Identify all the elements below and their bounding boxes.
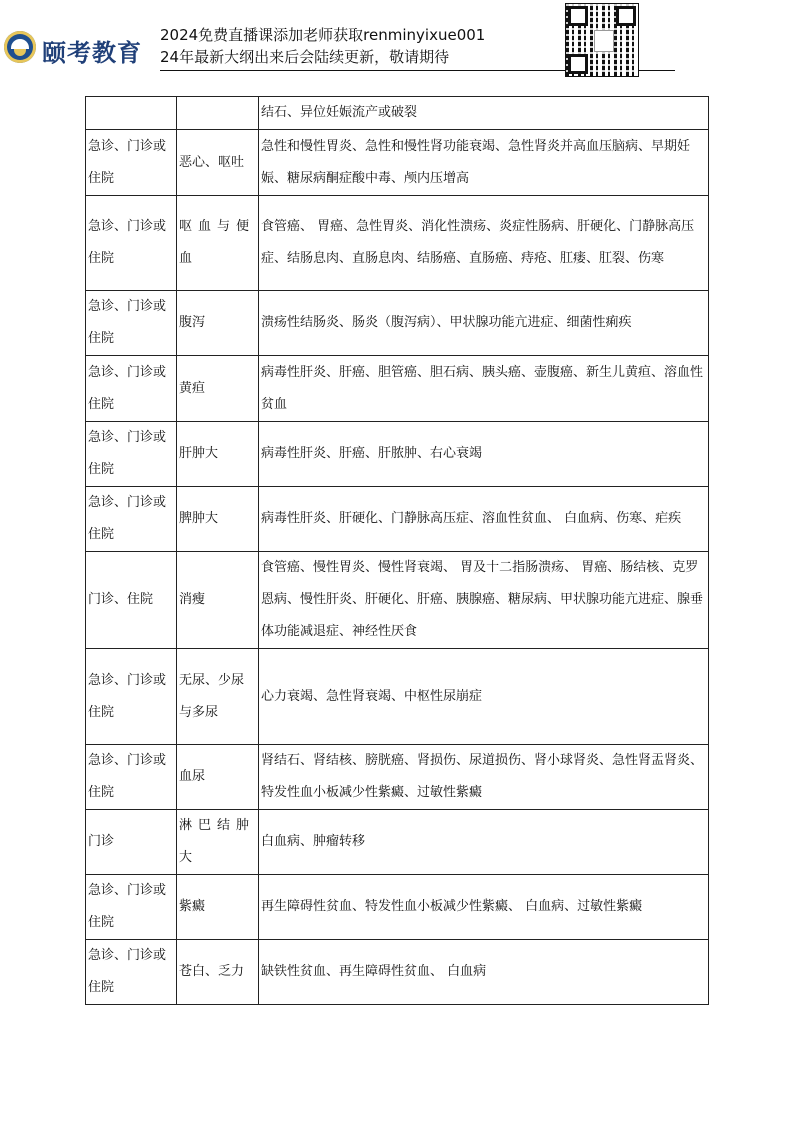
- graduation-cap-icon: [4, 31, 36, 63]
- promo-line-1: 2024免费直播课添加老师获取renminyixue001: [160, 26, 486, 44]
- diseases-cell: 缺铁性贫血、再生障碍性贫血、 白血病: [259, 940, 709, 1005]
- setting-cell: 急诊、门诊或住院: [86, 745, 177, 810]
- table-row: [86, 422, 709, 487]
- diseases-cell: 结石、异位妊娠流产或破裂: [259, 97, 709, 130]
- table-row: [86, 130, 709, 196]
- brand-name: 颐考教育: [42, 39, 142, 67]
- symptom-cell: 恶心、呕吐: [177, 130, 259, 196]
- diseases-cell: 食管癌、 胃癌、急性胃炎、消化性溃疡、炎症性肠病、肝硬化、门静脉高压症、结肠息肉、直肠息肉、结肠癌、直肠癌、痔疮、肛瘘、肛裂、伤寒: [259, 196, 709, 291]
- symptom-cell: 紫癜: [177, 875, 259, 940]
- table-row: [86, 745, 709, 810]
- table-row: [86, 291, 709, 356]
- symptom-cell: 苍白、乏力: [177, 940, 259, 1005]
- symptom-cell: 腹泻: [177, 291, 259, 356]
- table-row: [86, 810, 709, 875]
- setting-cell: 急诊、门诊或住院: [86, 940, 177, 1005]
- diseases-cell: 食管癌、慢性胃炎、慢性肾衰竭、 胃及十二指肠溃疡、 胃癌、肠结核、克罗恩病、慢性肝炎、肝硬化、肝癌、胰腺癌、糖尿病、甲状腺功能亢进症、腺垂体功能减退症、神经性厌食: [259, 552, 709, 649]
- qr-code-icon: [566, 4, 638, 76]
- setting-cell: [86, 97, 177, 130]
- setting-cell: 急诊、门诊或住院: [86, 356, 177, 422]
- brand-logo: [4, 31, 154, 67]
- qr-center-logo: [594, 30, 614, 52]
- qr-finder-pattern: [568, 54, 588, 74]
- diseases-cell: 溃疡性结肠炎、肠炎（腹泻病）、甲状腺功能亢进症、细菌性痢疾: [259, 291, 709, 356]
- setting-cell: 急诊、门诊或住院: [86, 487, 177, 552]
- promo-line-2: 24年最新大纲出来后会陆续更新，敬请期待: [160, 48, 450, 66]
- table-row: [86, 97, 709, 130]
- table-row: [86, 487, 709, 552]
- table-row: [86, 552, 709, 649]
- setting-cell: 急诊、门诊或住院: [86, 196, 177, 291]
- symptom-cell: 淋巴结肿大: [177, 810, 259, 875]
- setting-cell: 门诊、住院: [86, 552, 177, 649]
- diseases-cell: 肾结石、肾结核、膀胱癌、肾损伤、尿道损伤、肾小球肾炎、急性肾盂肾炎、特发性血小板减少性紫癜、过敏性紫癜: [259, 745, 709, 810]
- table-row: [86, 940, 709, 1005]
- diseases-cell: 白血病、肿瘤转移: [259, 810, 709, 875]
- symptom-cell: 血尿: [177, 745, 259, 810]
- setting-cell: 急诊、门诊或住院: [86, 291, 177, 356]
- diseases-cell: 心力衰竭、急性肾衰竭、中枢性尿崩症: [259, 649, 709, 745]
- diseases-cell: 病毒性肝炎、肝癌、胆管癌、胆石病、胰头癌、壶腹癌、新生儿黄疸、溶血性贫血: [259, 356, 709, 422]
- diseases-cell: 病毒性肝炎、肝癌、肝脓肿、右心衰竭: [259, 422, 709, 487]
- diseases-cell: 急性和慢性胃炎、急性和慢性肾功能衰竭、急性肾炎并高血压脑病、早期妊娠、糖尿病酮症酸中毒、颅内压增高: [259, 130, 709, 196]
- symptom-cell: 呕血与便血: [177, 196, 259, 291]
- setting-cell: 急诊、门诊或住院: [86, 422, 177, 487]
- table-row: [86, 875, 709, 940]
- table-row: [86, 649, 709, 745]
- page-header: [0, 0, 794, 80]
- symptom-cell: 黄疸: [177, 356, 259, 422]
- diseases-cell: 再生障碍性贫血、特发性血小板减少性紫癜、 白血病、过敏性紫癜: [259, 875, 709, 940]
- setting-cell: 急诊、门诊或住院: [86, 875, 177, 940]
- setting-cell: 门诊: [86, 810, 177, 875]
- symptom-disease-table: [85, 96, 709, 1005]
- setting-cell: 急诊、门诊或住院: [86, 649, 177, 745]
- symptom-cell: 脾肿大: [177, 487, 259, 552]
- table-row: [86, 196, 709, 291]
- table-row: [86, 356, 709, 422]
- symptom-cell: 肝肿大: [177, 422, 259, 487]
- symptom-cell: [177, 97, 259, 130]
- symptom-cell: 无尿、少尿与多尿: [177, 649, 259, 745]
- diseases-cell: 病毒性肝炎、肝硬化、门静脉高压症、溶血性贫血、 白血病、伤寒、疟疾: [259, 487, 709, 552]
- symptom-cell: 消瘦: [177, 552, 259, 649]
- setting-cell: 急诊、门诊或住院: [86, 130, 177, 196]
